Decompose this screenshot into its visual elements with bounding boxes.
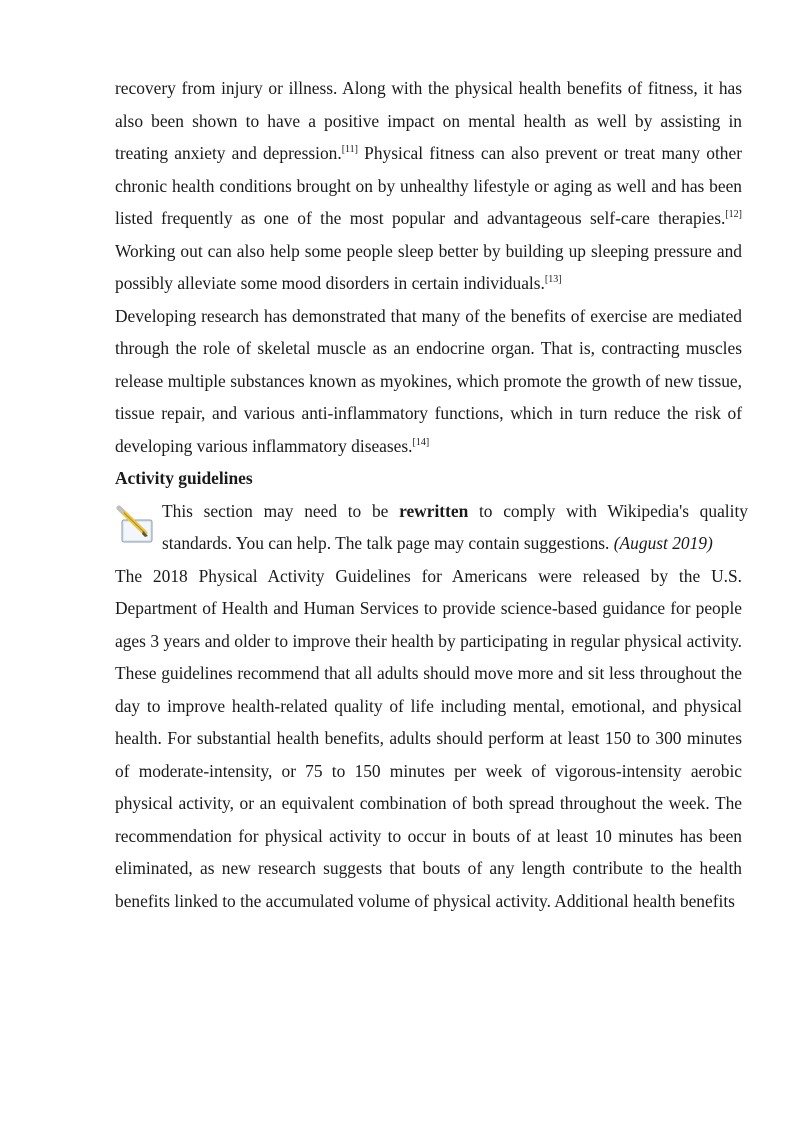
paragraph-text: recovery from injury or illness. Along with the physical health benefits of fitness, it has also been shown to have a positive impact on mental health as well by assisting in treating anxiety and depression. [115,78,742,163]
rewrite-notice [115,495,748,560]
document-body [115,72,748,917]
citation-11[interactable]: [11] [341,144,358,155]
pencil-note-icon [115,505,157,547]
paragraph-text: Developing research has demonstrated that many of the benefits of exercise are mediated through the role of skeletal muscle as an endocrine organ. That is, contracting muscles release multiple substances known as myokines, which promote the growth of new tissue, tissue repair, and various anti-inflammatory functions, which in turn reduce the risk of developing various inflammatory diseases. [115,305,742,456]
paragraph-myokines [115,300,742,463]
notice-date: (August 2019) [613,533,713,553]
notice-text [162,495,748,560]
citation-14[interactable]: [14] [412,436,430,448]
paragraph-text: Physical fitness can also prevent or treat many other chronic health conditions brought on by unhealthy lifestyle or aging as well and has been listed frequently as one of the most popular and advantageous self-care therapies. [115,143,742,228]
notice-bold-rewritten: rewritten [399,500,469,521]
paragraph-fitness-benefits [115,72,742,300]
paragraph-text: Working out can also help some people sleep better by building up sleeping pressure and possibly alleviate some mood disorders in certain individuals. [115,240,742,293]
notice-text-part: to comply with Wikipedia's quality standards. You can help. The talk page may contain suggestions. [162,500,748,553]
citation-12[interactable]: [12] [725,209,742,220]
paragraph-2018-guidelines: The 2018 Physical Activity Guidelines for Americans were released by the U.S. Department of Health and Human Services to provide science-based guidance for people ages 3 years and older to improve their health by participating in regular physical activity. These guidelines recommend that all adults should move more and sit less throughout the day to improve health-related quality of life including mental, emotional, and physical health. For substantial health benefits, adults should perform at least 150 to 300 minutes of moderate-intensity, or 75 to 150 minutes per week of vigorous-intensity aerobic physical activity, or an equivalent combination of both spread throughout the week. The recommendation for physical activity to occur in bouts of at least 10 minutes has been eliminated, as new research suggests that bouts of any length contribute to the health benefits linked to the accumulated volume of physical activity. Additional health benefits [115,565,742,911]
citation-13[interactable]: [13] [544,274,562,285]
section-heading-activity-guidelines: Activity guidelines [115,468,253,488]
notice-text-part: This section may need to be [162,500,400,521]
